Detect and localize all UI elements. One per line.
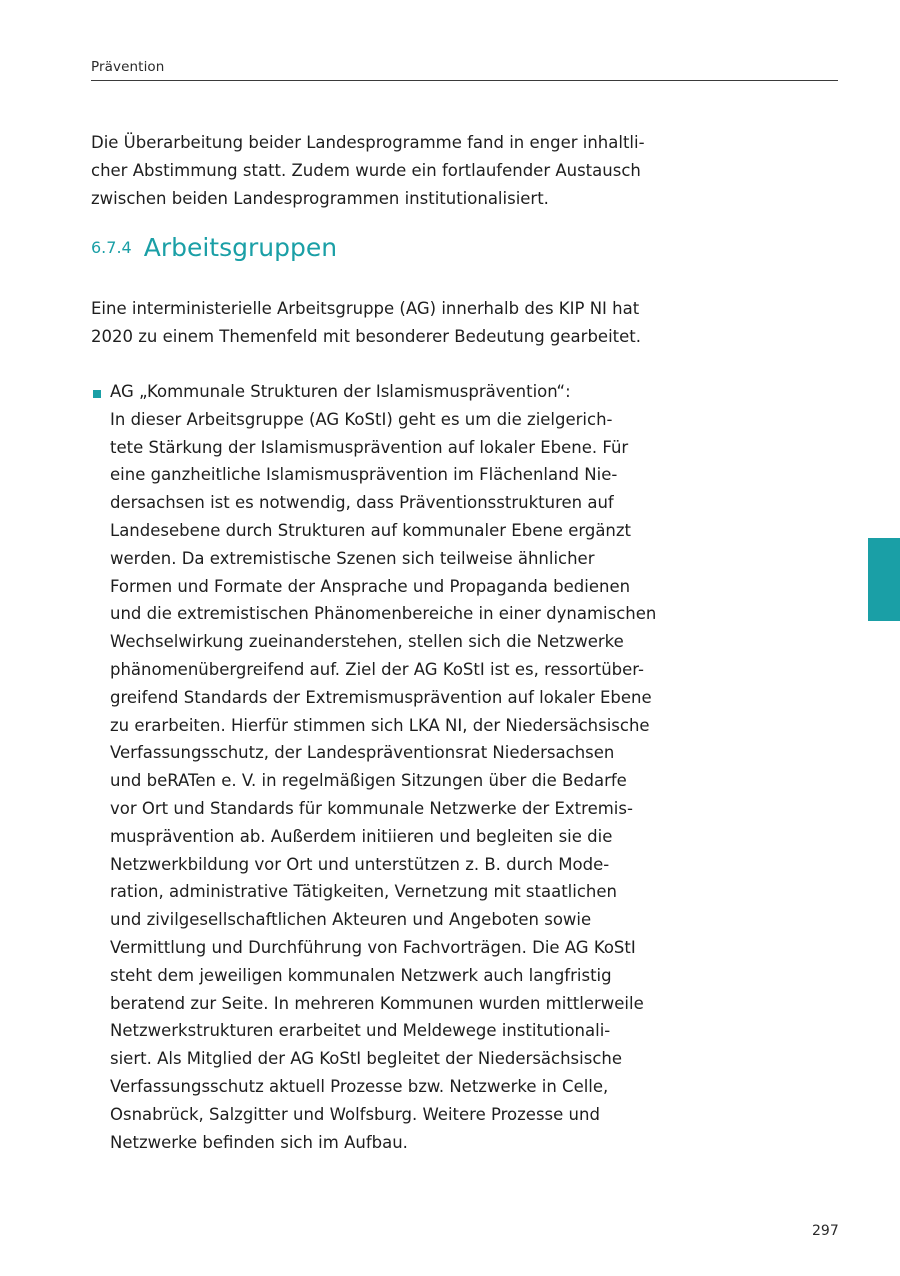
- bullet-line: Verfassungsschutz, der Landespräventionsrat Niedersachsen: [110, 743, 615, 763]
- bullet-square-icon: [93, 390, 101, 398]
- bullet-line: und die extremistischen Phänomenbereiche in einer dynamischen: [110, 604, 657, 624]
- bullet-item: [110, 378, 670, 1156]
- section-intro-line: 2020 zu einem Themenfeld mit besonderer Bedeutung gearbeitet.: [91, 327, 641, 346]
- running-header: Prävention: [91, 59, 165, 75]
- bullet-line: Netzwerkstrukturen erarbeitet und Meldewege institutionali-: [110, 1021, 611, 1041]
- section-heading: [91, 233, 337, 262]
- header-rule: [91, 80, 838, 81]
- bullet-line: siert. Als Mitglied der AG KoStI begleitet der Niedersächsische: [110, 1049, 623, 1069]
- bullet-line: phänomenübergreifend auf. Ziel der AG KoStI ist es, ressortüber-: [110, 659, 644, 679]
- page-number: 297: [812, 1223, 839, 1239]
- intro-line: zwischen beiden Landesprogrammen institutionalisiert.: [91, 189, 549, 208]
- bullet-line: Vermittlung und Durchführung von Fachvorträgen. Die AG KoStI: [110, 937, 636, 957]
- section-intro-paragraph: [91, 295, 671, 351]
- bullet-line: In dieser Arbeitsgruppe (AG KoStI) geht es um die zielgerich-: [110, 409, 613, 429]
- bullet-line: und zivilgesellschaftlichen Akteuren und Angeboten sowie: [110, 910, 592, 930]
- section-intro-line: Eine interministerielle Arbeitsgruppe (AG) innerhalb des KIP NI hat: [91, 299, 640, 318]
- bullet-line: Verfassungsschutz aktuell Prozesse bzw. Netzwerke in Celle,: [110, 1076, 609, 1096]
- bullet-line: dersachsen ist es notwendig, dass Präventionsstrukturen auf: [110, 493, 614, 513]
- intro-line: Die Überarbeitung beider Landesprogramme fand in enger inhaltli-: [91, 133, 645, 152]
- section-title: Arbeitsgruppen: [143, 233, 338, 262]
- bullet-line: Formen und Formate der Ansprache und Propaganda bedienen: [110, 576, 631, 596]
- bullet-line: Netzwerkbildung vor Ort und unterstützen z. B. durch Mode-: [110, 854, 610, 874]
- section-number: 6.7.4: [91, 238, 132, 257]
- bullet-line: steht dem jeweiligen kommunalen Netzwerk auch langfristig: [110, 965, 612, 985]
- bullet-line: werden. Da extremistische Szenen sich teilweise ähnlicher: [110, 548, 595, 568]
- bullet-line: und beRATen e. V. in regelmäßigen Sitzungen über die Bedarfe: [110, 771, 627, 791]
- bullet-line: Osnabrück, Salzgitter und Wolfsburg. Weitere Prozesse und: [110, 1104, 600, 1124]
- bullet-line: greifend Standards der Extremismusprävention auf lokaler Ebene: [110, 687, 652, 707]
- intro-line: cher Abstimmung statt. Zudem wurde ein fortlaufender Austausch: [91, 161, 641, 180]
- bullet-line: zu erarbeiten. Hierfür stimmen sich LKA NI, der Niedersächsische: [110, 715, 650, 735]
- bullet-line: tete Stärkung der Islamismusprävention auf lokaler Ebene. Für: [110, 437, 629, 457]
- bullet-line: Landesebene durch Strukturen auf kommunaler Ebene ergänzt: [110, 520, 632, 540]
- bullet-line: ration, administrative Tätigkeiten, Vernetzung mit staatlichen: [110, 882, 617, 902]
- chapter-side-tab: [868, 538, 900, 621]
- bullet-line: beratend zur Seite. In mehreren Kommunen wurden mittlerweile: [110, 993, 644, 1013]
- bullet-line: eine ganzheitliche Islamismusprävention im Flächenland Nie-: [110, 465, 618, 485]
- bullet-line: vor Ort und Standards für kommunale Netzwerke der Extremis-: [110, 798, 633, 818]
- bullet-line: AG „Kommunale Strukturen der Islamismusprävention“:: [110, 382, 571, 401]
- bullet-line: Wechselwirkung zueinanderstehen, stellen sich die Netzwerke: [110, 632, 624, 652]
- intro-paragraph: [91, 129, 671, 213]
- bullet-line: musprävention ab. Außerdem initiieren und begleiten sie die: [110, 826, 613, 846]
- bullet-line: Netzwerke befinden sich im Aufbau.: [110, 1132, 408, 1152]
